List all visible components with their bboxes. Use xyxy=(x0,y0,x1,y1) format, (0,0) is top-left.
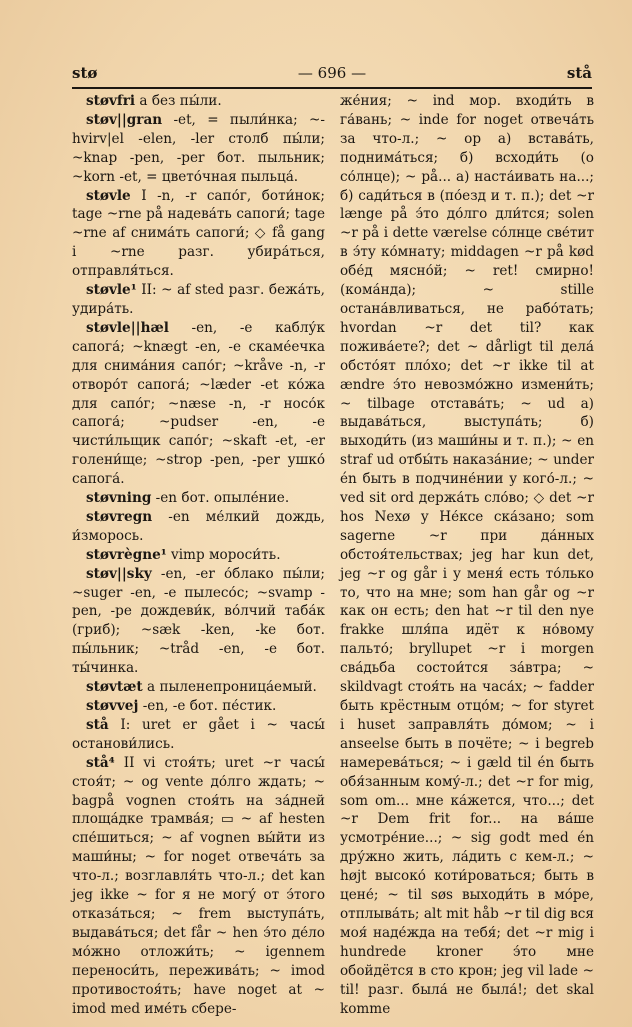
entry-text: -en бот. опыле́ние. xyxy=(151,490,290,507)
headword: støvle||hæl xyxy=(86,319,169,336)
entry-text: -en, -e бот. пе́стик. xyxy=(138,698,277,714)
left-column xyxy=(72,92,325,1018)
dictionary-entry xyxy=(72,697,325,716)
dictionary-entry xyxy=(72,754,325,1019)
entry-text: II: ~ af sted разг. бежа́ть, удира́ть. xyxy=(72,282,325,317)
header-right-guide-word: stå xyxy=(566,64,592,82)
headword: støvle¹ xyxy=(86,282,137,299)
page-number: — 696 — xyxy=(297,64,367,82)
entry-text: a пыленепроница́емый. xyxy=(142,679,317,696)
headword: støv||sky xyxy=(86,565,152,582)
header-left-guide-word: stø xyxy=(72,64,98,82)
dictionary-entry xyxy=(72,565,325,678)
headword: stå⁴ xyxy=(86,754,115,771)
entry-text: -en, -e каблу́к сапога́; ~knægt -en, -e скаме́ечка для снима́ния сапо́г; ~kråve -n, -r отворо́т сапога́; ~læder -et ко́жа для сапо́г; ~næse -n, -r носо́к сапога́; ~pudser -en, -e чисти́льщик сапо́г; ~skaft -et, -er голени́ще; ~strop -pen, -per ушко́ сапога́. xyxy=(72,319,325,488)
header-rule xyxy=(72,87,592,89)
entry-text: I -n, -r сапо́г, боти́нок; tage ~rne på надева́ть сапоги́; tage ~rne af снима́ть сапоги́; ◇ få gang i ~rne разг. убира́ться, отправля́ться. xyxy=(72,187,325,280)
entry-text: -et, = пыли́нка; ~-hvirv|el -elen, -ler столб пы́ли; ~knap -pen, -per бот. пыльник; ~korn -et, = цвето́чная пыльца́. xyxy=(72,111,325,185)
entry-continuation: же́ния; ~ ind мор. входи́ть в га́вань; ~ inde for noget отвеча́ть за что-л.; ~ op а) встава́ть, поднима́ться; б) всходи́ть (о со́лнце); ~ på... а) наста́ивать на...; б) сади́ться в (по́езд и т. п.); det ~r længe på э́то до́лго дли́тся; solen ~r på i dette værelse со́лнце све́тит в э́ту ко́мнату; middagen ~r på kød обе́д мясно́й; ~ ret! смирно! (кома́нда); ~ stille остана́вливаться, не рабо́тать; hvordan ~r det til? как пожива́ете?; det ~ dårligt til дела́ обсто́ят пло́хо; det ~r ikke til at ændre э́то невозмо́жно измени́ть; ~ tilbage отстава́ть; ~ ud а) выдава́ться, выступа́ть; б) выходи́ть (из маши́ны и т. п.); ~ en straf ud отбы́ть наказа́ние; ~ under én быть в подчине́нии у кого́-л.; ~ ved sit ord держа́ть сло́во; ◇ det ~r hos Nexø у Не́ксе ска́зано; som sagerne ~r при да́нных обстоя́тельствах; jeg har kun det, jeg ~r og går i у меня́ есть то́лько то, что на мне; som han går og ~r как он есть; den hat ~r til den nye frakke шля́па идёт к но́вому пальто́; bryllupet ~r i morgen сва́дьба состои́тся за́втра; ~ skildvagt стоя́ть на часа́х; ~ fadder быть крёстным отцо́м; ~ for styret i huset заправля́ть до́мом; ~ i anseelse быть в почёте; ~ i begreb намерева́ться; ~ i gæld til én быть обя́занным кому́-л.; det ~r for mig, som om... мне ка́жется, что...; det ~r Dem frit for... на ва́ше усмотре́ние...; ~ sig godt med én дру́жно жить, ла́дить с кем-л.; ~ højt высоко́ коти́роваться; быть в цене́; ~ til søs выходи́ть в мо́ре, отплыва́ть; alt mit håb ~r til dig вся моя́ наде́жда на тебя́; det ~r mig i hundrede kroner э́то мне обойдётся в сто крон; jeg vil lade ~ til! разг. была́ не была́!; det skal komme xyxy=(340,93,594,1017)
dictionary-entry xyxy=(72,489,325,508)
headword: støvtæt xyxy=(86,679,143,696)
dictionary-entry xyxy=(72,508,325,546)
dictionary-entry xyxy=(72,678,325,697)
headword: støvle xyxy=(86,187,131,204)
dictionary-entry xyxy=(72,546,325,565)
entry-text: -en, -er о́блако пы́ли; ~suger -en, -e пылесо́с; ~svamp -pen, -pe дождеви́к, во́лчий таба́к (гриб); ~sæk -ken, -ke бот. пы́льник; ~tråd -en, -e бот. ты́чинка. xyxy=(72,565,325,677)
running-header xyxy=(72,64,592,86)
dictionary-entry xyxy=(72,187,325,282)
right-column xyxy=(340,92,594,1018)
headword: støvregn xyxy=(86,508,153,525)
entry-text: a без пы́ли. xyxy=(135,93,222,109)
headword: støvfri xyxy=(86,93,136,109)
entry-text: I: uret er gået i ~ часы́ останови́лись. xyxy=(72,716,325,752)
dictionary-entry xyxy=(72,92,325,111)
headword: støvning xyxy=(86,490,152,507)
entry-text: II vi стоя́ть; uret ~r часы́ стоя́т; ~ og vente до́лго ждать; ~ bagpå vognen стоя́ть на за́дней площа́дке трамва́я; ▭ ~ af hesten спе́шиться; ~ af vognen вы́йти из маши́ны; ~ for noget отвеча́ть за что-л.; возглавля́ть что-л.; det kan jeg ikke ~ for я не могу́ от э́того отказа́ться; ~ frem выступа́ть, выдава́ться; det får ~ hen э́то де́ло мо́жно отложи́ть; ~ igennem переноси́ть, пережива́ть; ~ imod противостоя́ть; have noget at ~ imod med име́ть сбере- xyxy=(72,754,325,1017)
entry-text: vimp мороси́ть. xyxy=(166,546,281,563)
headword: støvvej xyxy=(86,698,139,714)
dictionary-entry xyxy=(72,319,325,489)
headword: stå xyxy=(86,716,109,733)
dictionary-entry xyxy=(72,716,325,754)
dictionary-entry xyxy=(72,111,325,187)
dictionary-entry xyxy=(72,281,325,319)
entry-text: -en ме́лкий дождь, и́зморось. xyxy=(72,508,325,544)
headword: støvrègne¹ xyxy=(86,546,167,563)
headword: støv||gran xyxy=(86,111,163,128)
